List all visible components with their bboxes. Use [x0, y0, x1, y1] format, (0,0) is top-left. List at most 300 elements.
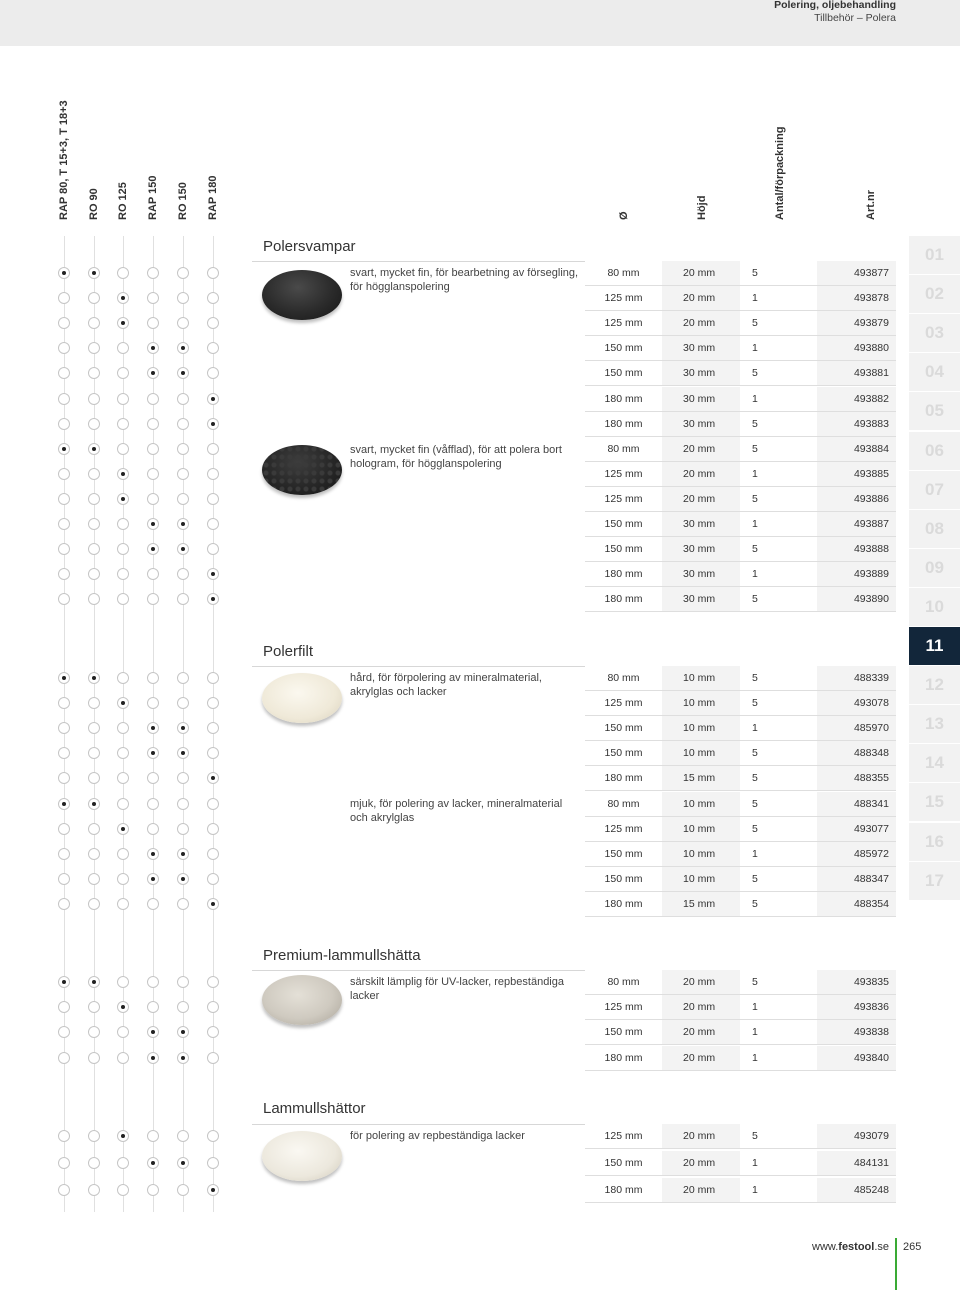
article-number-cell: 493835 — [817, 970, 896, 994]
table-row — [585, 286, 896, 311]
incompatible-circle-icon — [58, 568, 70, 580]
chapter-tab-15[interactable]: 15 — [909, 783, 960, 821]
article-number-cell: 493883 — [817, 412, 896, 436]
incompatible-circle-icon — [147, 418, 159, 430]
quantity-cell: 1 — [740, 842, 817, 866]
compatible-dot-icon — [207, 1184, 219, 1196]
incompatible-circle-icon — [177, 772, 189, 784]
compatible-dot-icon — [207, 898, 219, 910]
incompatible-circle-icon — [88, 772, 100, 784]
quantity-cell: 5 — [740, 892, 817, 916]
incompatible-circle-icon — [207, 1130, 219, 1142]
quantity-cell: 5 — [740, 361, 817, 385]
article-number-cell: 493888 — [817, 537, 896, 561]
lambswool-premium-image — [262, 975, 342, 1025]
height-cell: 10 mm — [662, 817, 740, 841]
incompatible-circle-icon — [117, 848, 129, 860]
compatible-dot-icon — [117, 292, 129, 304]
table-row — [585, 537, 896, 562]
incompatible-circle-icon — [207, 317, 219, 329]
height-cell: 15 mm — [662, 766, 740, 790]
diameter-cell: 125 mm — [585, 1124, 662, 1148]
table-row — [585, 691, 896, 716]
section-title: Polersvampar — [263, 238, 356, 255]
table-row — [585, 766, 896, 791]
table-row — [585, 792, 896, 817]
article-number-cell: 493890 — [817, 587, 896, 611]
incompatible-circle-icon — [58, 1052, 70, 1064]
quantity-cell: 5 — [740, 437, 817, 461]
quantity-cell: 1 — [740, 562, 817, 586]
incompatible-circle-icon — [88, 342, 100, 354]
incompatible-circle-icon — [117, 267, 129, 279]
incompatible-circle-icon — [147, 898, 159, 910]
compatible-dot-icon — [177, 747, 189, 759]
quantity-cell: 5 — [740, 487, 817, 511]
compatible-dot-icon — [117, 317, 129, 329]
compatible-dot-icon — [117, 697, 129, 709]
article-number-cell: 493887 — [817, 512, 896, 536]
incompatible-circle-icon — [117, 443, 129, 455]
compatible-dot-icon — [147, 1026, 159, 1038]
height-cell: 10 mm — [662, 867, 740, 891]
height-cell: 20 mm — [662, 437, 740, 461]
footer-website[interactable]: www.festool.se — [812, 1241, 890, 1253]
product-description: svart, mycket fin (våfflad), för att polera bort hologram, för högglanspolering — [350, 444, 562, 470]
compatible-dot-icon — [147, 367, 159, 379]
table-row — [585, 867, 896, 892]
table-row — [585, 1124, 896, 1149]
height-cell: 20 mm — [662, 1124, 740, 1148]
table-row — [585, 336, 896, 361]
compatible-dot-icon — [177, 367, 189, 379]
incompatible-circle-icon — [117, 898, 129, 910]
incompatible-circle-icon — [177, 443, 189, 455]
diameter-cell: 150 mm — [585, 1020, 662, 1044]
incompatible-circle-icon — [58, 292, 70, 304]
incompatible-circle-icon — [88, 722, 100, 734]
table-row — [585, 892, 896, 917]
incompatible-circle-icon — [147, 697, 159, 709]
incompatible-circle-icon — [177, 823, 189, 835]
article-number-cell: 493889 — [817, 562, 896, 586]
diameter-cell: 80 mm — [585, 970, 662, 994]
table-row — [585, 462, 896, 487]
table-row — [585, 666, 896, 691]
chapter-tab-07[interactable]: 07 — [909, 471, 960, 509]
table-row — [585, 1151, 896, 1176]
article-number-cell: 488341 — [817, 792, 896, 816]
diameter-cell: 150 mm — [585, 361, 662, 385]
incompatible-circle-icon — [207, 873, 219, 885]
product-description: mjuk, för polering av lacker, mineralmaterial och akrylglas — [350, 798, 563, 824]
incompatible-circle-icon — [88, 1001, 100, 1013]
incompatible-circle-icon — [177, 798, 189, 810]
compatible-dot-icon — [88, 267, 100, 279]
compatible-dot-icon — [207, 568, 219, 580]
height-cell: 30 mm — [662, 412, 740, 436]
incompatible-circle-icon — [177, 976, 189, 988]
diameter-cell: 150 mm — [585, 842, 662, 866]
height-cell: 30 mm — [662, 387, 740, 411]
incompatible-circle-icon — [207, 1001, 219, 1013]
incompatible-circle-icon — [207, 543, 219, 555]
incompatible-circle-icon — [117, 418, 129, 430]
table-row — [585, 487, 896, 512]
incompatible-circle-icon — [177, 1184, 189, 1196]
height-cell: 10 mm — [662, 691, 740, 715]
compatible-dot-icon — [177, 1157, 189, 1169]
height-cell: 10 mm — [662, 792, 740, 816]
diameter-cell: 125 mm — [585, 487, 662, 511]
compatible-dot-icon — [117, 1001, 129, 1013]
compatible-dot-icon — [177, 342, 189, 354]
incompatible-circle-icon — [207, 798, 219, 810]
diameter-cell: 180 mm — [585, 1046, 662, 1070]
diameter-cell: 180 mm — [585, 587, 662, 611]
incompatible-circle-icon — [117, 367, 129, 379]
footer-accent-bar — [895, 1238, 897, 1290]
black-polishing-sponge-image — [262, 270, 342, 320]
incompatible-circle-icon — [207, 976, 219, 988]
chapter-tab-13[interactable]: 13 — [909, 705, 960, 743]
incompatible-circle-icon — [117, 722, 129, 734]
incompatible-circle-icon — [88, 898, 100, 910]
incompatible-circle-icon — [207, 823, 219, 835]
incompatible-circle-icon — [147, 443, 159, 455]
chapter-tab-01[interactable]: 01 — [909, 236, 960, 274]
height-cell: 30 mm — [662, 361, 740, 385]
incompatible-circle-icon — [58, 697, 70, 709]
table-row — [585, 842, 896, 867]
incompatible-circle-icon — [88, 1052, 100, 1064]
incompatible-circle-icon — [88, 518, 100, 530]
quantity-cell: 5 — [740, 666, 817, 690]
incompatible-circle-icon — [207, 697, 219, 709]
incompatible-circle-icon — [177, 1001, 189, 1013]
quantity-cell: 1 — [740, 716, 817, 740]
incompatible-circle-icon — [88, 747, 100, 759]
compatible-dot-icon — [177, 873, 189, 885]
diameter-cell: 150 mm — [585, 512, 662, 536]
incompatible-circle-icon — [177, 493, 189, 505]
compatible-dot-icon — [177, 543, 189, 555]
incompatible-circle-icon — [117, 1184, 129, 1196]
table-row — [585, 1020, 896, 1045]
incompatible-circle-icon — [147, 393, 159, 405]
table-row — [585, 387, 896, 412]
compatible-dot-icon — [147, 848, 159, 860]
incompatible-circle-icon — [207, 493, 219, 505]
chapter-tab-17[interactable]: 17 — [909, 862, 960, 900]
article-number-cell: 493079 — [817, 1124, 896, 1148]
height-cell: 20 mm — [662, 1046, 740, 1070]
incompatible-circle-icon — [177, 672, 189, 684]
incompatible-circle-icon — [88, 543, 100, 555]
chapter-tab-14[interactable]: 14 — [909, 744, 960, 782]
table-row — [585, 261, 896, 286]
incompatible-circle-icon — [58, 848, 70, 860]
product-description: svart, mycket fin, för bearbetning av försegling, för högglanspolering — [350, 267, 579, 293]
compatible-dot-icon — [207, 418, 219, 430]
incompatible-circle-icon — [58, 468, 70, 480]
table-row — [585, 412, 896, 437]
incompatible-circle-icon — [58, 1157, 70, 1169]
incompatible-circle-icon — [177, 317, 189, 329]
incompatible-circle-icon — [58, 1001, 70, 1013]
product-description: särskilt lämplig för UV-lacker, repbeständiga lacker — [350, 976, 564, 1002]
compatible-dot-icon — [207, 393, 219, 405]
compatible-dot-icon — [58, 672, 70, 684]
diameter-cell: 80 mm — [585, 792, 662, 816]
height-cell: 30 mm — [662, 587, 740, 611]
incompatible-circle-icon — [147, 317, 159, 329]
compatible-dot-icon — [58, 976, 70, 988]
incompatible-circle-icon — [147, 1184, 159, 1196]
incompatible-circle-icon — [88, 418, 100, 430]
diameter-cell: 180 mm — [585, 766, 662, 790]
article-number-cell: 493886 — [817, 487, 896, 511]
incompatible-circle-icon — [58, 317, 70, 329]
incompatible-circle-icon — [117, 518, 129, 530]
incompatible-circle-icon — [177, 898, 189, 910]
quantity-cell: 5 — [740, 412, 817, 436]
incompatible-circle-icon — [88, 873, 100, 885]
diameter-cell: 150 mm — [585, 1151, 662, 1175]
quantity-cell: 5 — [740, 867, 817, 891]
incompatible-circle-icon — [117, 798, 129, 810]
diameter-cell: 150 mm — [585, 336, 662, 360]
compatible-dot-icon — [147, 342, 159, 354]
diameter-cell: 150 mm — [585, 716, 662, 740]
table-row — [585, 311, 896, 336]
incompatible-circle-icon — [58, 1130, 70, 1142]
compatible-dot-icon — [117, 468, 129, 480]
quantity-cell: 5 — [740, 311, 817, 335]
incompatible-circle-icon — [147, 568, 159, 580]
incompatible-circle-icon — [117, 772, 129, 784]
section-title: Lammullshättor — [263, 1100, 366, 1117]
incompatible-circle-icon — [147, 1130, 159, 1142]
incompatible-circle-icon — [58, 543, 70, 555]
article-number-cell: 485970 — [817, 716, 896, 740]
incompatible-circle-icon — [88, 1026, 100, 1038]
height-cell: 20 mm — [662, 1178, 740, 1202]
diameter-cell: 125 mm — [585, 995, 662, 1019]
diameter-cell: 80 mm — [585, 437, 662, 461]
height-cell: 15 mm — [662, 892, 740, 916]
incompatible-circle-icon — [58, 367, 70, 379]
compatible-dot-icon — [117, 1130, 129, 1142]
incompatible-circle-icon — [147, 468, 159, 480]
compatible-dot-icon — [88, 976, 100, 988]
diameter-cell: 180 mm — [585, 412, 662, 436]
height-cell: 20 mm — [662, 1020, 740, 1044]
incompatible-circle-icon — [177, 418, 189, 430]
diameter-cell: 150 mm — [585, 741, 662, 765]
quantity-cell: 5 — [740, 741, 817, 765]
incompatible-circle-icon — [177, 1130, 189, 1142]
chapter-tab-12[interactable]: 12 — [909, 666, 960, 704]
incompatible-circle-icon — [207, 292, 219, 304]
chapter-tab-02[interactable]: 02 — [909, 275, 960, 313]
table-row — [585, 716, 896, 741]
chapter-tab-03[interactable]: 03 — [909, 314, 960, 352]
product-description: hård, för förpolering av mineralmaterial, akrylglas och lacker — [350, 672, 542, 698]
height-cell: 30 mm — [662, 562, 740, 586]
article-number-cell: 488347 — [817, 867, 896, 891]
compatible-dot-icon — [58, 798, 70, 810]
article-number-cell: 488355 — [817, 766, 896, 790]
incompatible-circle-icon — [117, 1026, 129, 1038]
article-number-cell: 488339 — [817, 666, 896, 690]
incompatible-circle-icon — [207, 747, 219, 759]
table-row — [585, 970, 896, 995]
table-row — [585, 1046, 896, 1071]
incompatible-circle-icon — [58, 342, 70, 354]
incompatible-circle-icon — [147, 593, 159, 605]
page-header-subtitle: Tillbehör – Polera — [814, 12, 896, 24]
compatible-dot-icon — [207, 593, 219, 605]
table-row — [585, 562, 896, 587]
incompatible-circle-icon — [117, 342, 129, 354]
chapter-tab-08[interactable]: 08 — [909, 510, 960, 548]
quantity-cell: 5 — [740, 691, 817, 715]
article-number-cell: 485972 — [817, 842, 896, 866]
article-number-cell: 493078 — [817, 691, 896, 715]
incompatible-circle-icon — [88, 697, 100, 709]
compatible-dot-icon — [177, 1052, 189, 1064]
compatible-dot-icon — [147, 1157, 159, 1169]
compatible-dot-icon — [147, 518, 159, 530]
quantity-cell: 5 — [740, 587, 817, 611]
incompatible-circle-icon — [117, 747, 129, 759]
article-number-cell: 493878 — [817, 286, 896, 310]
page-number: 265 — [903, 1241, 922, 1253]
section-title: Premium-lammullshätta — [263, 947, 421, 964]
quantity-cell: 5 — [740, 817, 817, 841]
incompatible-circle-icon — [177, 593, 189, 605]
incompatible-circle-icon — [88, 292, 100, 304]
incompatible-circle-icon — [58, 722, 70, 734]
incompatible-circle-icon — [147, 493, 159, 505]
incompatible-circle-icon — [147, 672, 159, 684]
incompatible-circle-icon — [147, 772, 159, 784]
quantity-cell: 1 — [740, 462, 817, 486]
table-row — [585, 995, 896, 1020]
incompatible-circle-icon — [58, 418, 70, 430]
incompatible-circle-icon — [147, 976, 159, 988]
quantity-cell: 5 — [740, 1124, 817, 1148]
incompatible-circle-icon — [117, 1157, 129, 1169]
table-row — [585, 741, 896, 766]
diameter-cell: 80 mm — [585, 261, 662, 285]
article-number-cell: 485248 — [817, 1178, 896, 1202]
incompatible-circle-icon — [147, 798, 159, 810]
quantity-cell: 1 — [740, 286, 817, 310]
incompatible-circle-icon — [88, 393, 100, 405]
diameter-cell: 125 mm — [585, 691, 662, 715]
article-number-cell: 493880 — [817, 336, 896, 360]
diameter-cell: 180 mm — [585, 892, 662, 916]
incompatible-circle-icon — [207, 1026, 219, 1038]
compatible-dot-icon — [147, 747, 159, 759]
compatible-dot-icon — [177, 518, 189, 530]
incompatible-circle-icon — [207, 518, 219, 530]
incompatible-circle-icon — [88, 568, 100, 580]
compatible-dot-icon — [147, 543, 159, 555]
table-row — [585, 817, 896, 842]
incompatible-circle-icon — [117, 1052, 129, 1064]
article-number-cell: 493881 — [817, 361, 896, 385]
quantity-cell: 1 — [740, 512, 817, 536]
article-number-cell: 493836 — [817, 995, 896, 1019]
height-cell: 10 mm — [662, 716, 740, 740]
lambswool-bonnet-image — [262, 1131, 342, 1181]
incompatible-circle-icon — [58, 593, 70, 605]
height-cell: 20 mm — [662, 261, 740, 285]
diameter-cell: 150 mm — [585, 867, 662, 891]
incompatible-circle-icon — [58, 1184, 70, 1196]
chapter-tab-09[interactable]: 09 — [909, 549, 960, 587]
chapter-tab-16[interactable]: 16 — [909, 823, 960, 861]
incompatible-circle-icon — [117, 393, 129, 405]
chapter-tab-10[interactable]: 10 — [909, 588, 960, 626]
diameter-cell: 125 mm — [585, 311, 662, 335]
quantity-cell: 5 — [740, 537, 817, 561]
incompatible-circle-icon — [58, 493, 70, 505]
table-row — [585, 361, 896, 386]
diameter-cell: 125 mm — [585, 462, 662, 486]
incompatible-circle-icon — [88, 493, 100, 505]
height-cell: 20 mm — [662, 970, 740, 994]
incompatible-circle-icon — [58, 873, 70, 885]
chapter-tab-06[interactable]: 06 — [909, 432, 960, 470]
incompatible-circle-icon — [117, 976, 129, 988]
height-cell: 20 mm — [662, 462, 740, 486]
article-number-cell: 493840 — [817, 1046, 896, 1070]
article-number-cell: 493885 — [817, 462, 896, 486]
incompatible-circle-icon — [88, 848, 100, 860]
height-cell: 20 mm — [662, 995, 740, 1019]
incompatible-circle-icon — [58, 1026, 70, 1038]
height-cell: 30 mm — [662, 537, 740, 561]
incompatible-circle-icon — [88, 823, 100, 835]
incompatible-circle-icon — [117, 873, 129, 885]
chapter-tab-04[interactable]: 04 — [909, 353, 960, 391]
chapter-tab-05[interactable]: 05 — [909, 392, 960, 430]
felt-pad-hard-image — [262, 673, 342, 723]
incompatible-circle-icon — [147, 292, 159, 304]
incompatible-circle-icon — [207, 1052, 219, 1064]
incompatible-circle-icon — [58, 898, 70, 910]
quantity-cell: 1 — [740, 1020, 817, 1044]
compatible-dot-icon — [88, 798, 100, 810]
incompatible-circle-icon — [117, 543, 129, 555]
incompatible-circle-icon — [117, 568, 129, 580]
article-number-cell: 488348 — [817, 741, 896, 765]
compatible-dot-icon — [88, 443, 100, 455]
compatible-dot-icon — [177, 848, 189, 860]
article-number-cell: 493884 — [817, 437, 896, 461]
compatible-dot-icon — [147, 722, 159, 734]
compatible-dot-icon — [117, 823, 129, 835]
chapter-tab-11[interactable]: 11 — [909, 627, 960, 665]
section-title: Polerfilt — [263, 643, 314, 660]
incompatible-circle-icon — [177, 697, 189, 709]
quantity-cell: 5 — [740, 261, 817, 285]
incompatible-circle-icon — [207, 672, 219, 684]
